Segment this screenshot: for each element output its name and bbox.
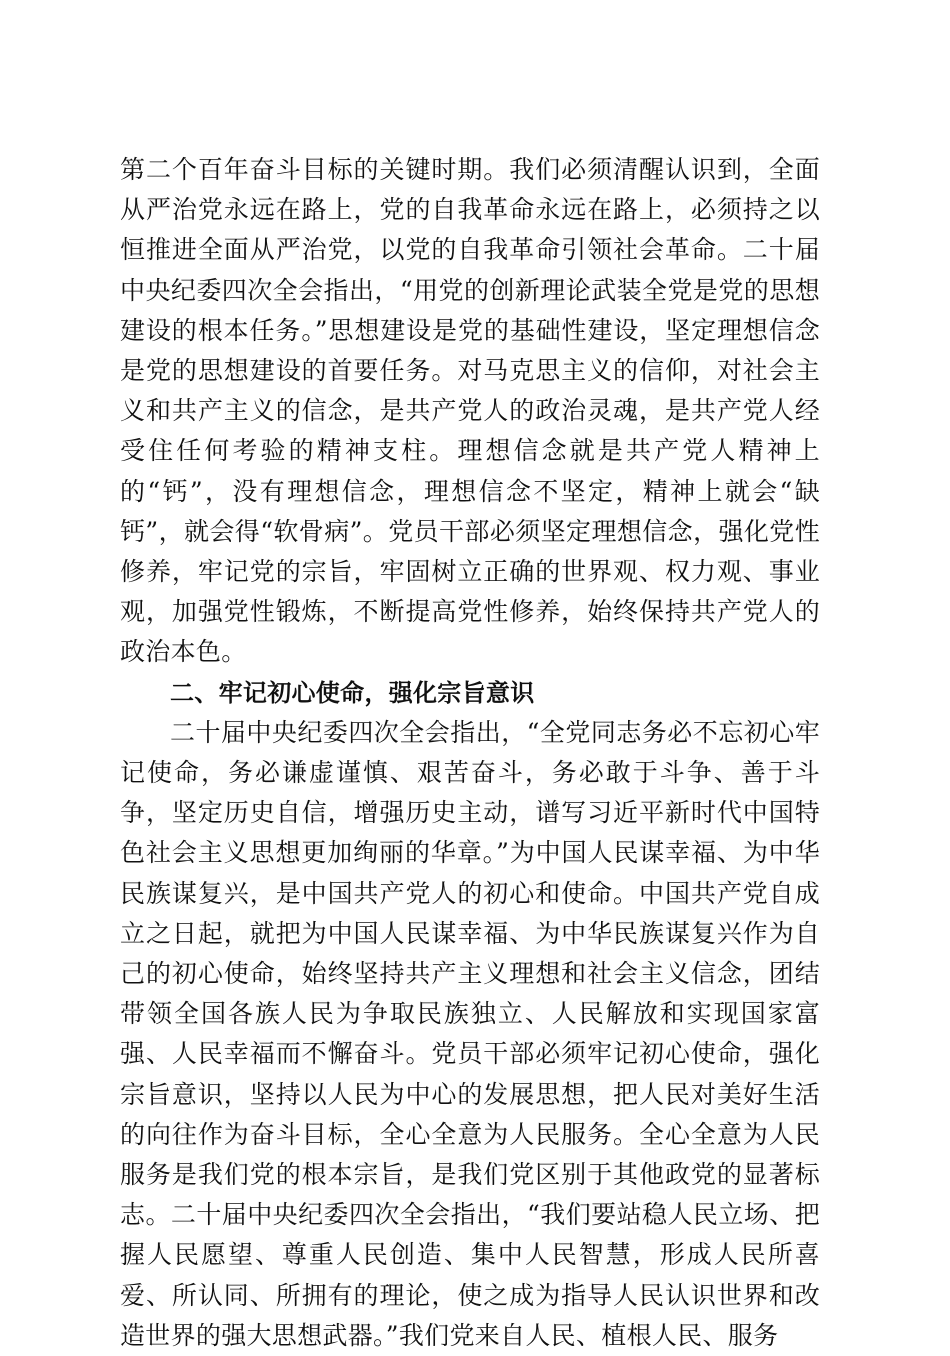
document-body: [120, 150, 820, 1356]
body-paragraph: 第二个百年奋斗目标的关键时期。我们必须清醒认识到，全面从严治党永远在路上，党的自我革命永远在路上，必须持之以恒推进全面从严治党，以党的自我革命引领社会革命。二十届中央纪委四次全会指出，“用党的创新理论武装全党是党的思想建设的根本任务。”思想建设是党的基础性建设，坚定理想信念是党的思想建设的首要任务。对马克思主义的信仰，对社会主义和共产主义的信念，是共产党人的政治灵魂，是共产党人经受住任何考验的精神支柱。理想信念就是共产党人精神上的“钙”，没有理想信念，理想信念不坚定，精神上就会“缺钙”，就会得“软骨病”。党员干部必须坚定理想信念，强化党性修养，牢记党的宗旨，牢固树立正确的世界观、权力观、事业观，加强党性锻炼，不断提高党性修养，始终保持共产党人的政治本色。: [120, 155, 820, 667]
section-heading: 二、牢记初心使命，强化宗旨意识: [170, 678, 535, 707]
body-paragraph: 二十届中央纪委四次全会指出，“全党同志务必不忘初心牢记使命，务必谦虚谨慎、艰苦奋斗，务必敢于斗争、善于斗争，坚定历史自信，增强历史主动，谱写习近平新时代中国特色社会主义思想更加绚丽的华章。”为中国人民谋幸福、为中华民族谋复兴，是中国共产党人的初心和使命。中国共产党自成立之日起，就把为中国人民谋幸福、为中华民族谋复兴作为自己的初心使命，始终坚持共产主义理想和社会主义信念，团结带领全国各族人民为争取民族独立、人民解放和实现国家富强、人民幸福而不懈奋斗。党员干部必须牢记初心使命，强化宗旨意识，坚持以人民为中心的发展思想，把人民对美好生活的向往作为奋斗目标，全心全意为人民服务。全心全意为人民服务是我们党的根本宗旨，是我们党区别于其他政党的显著标志。二十届中央纪委四次全会指出，“我们要站稳人民立场、把握人民愿望、尊重人民创造、集中人民智慧，形成人民所喜爱、所认同、所拥有的理论，使之成为指导人民认识世界和改造世界的强大思想武器。”我们党来自人民、植根人民、服务: [120, 717, 820, 1350]
